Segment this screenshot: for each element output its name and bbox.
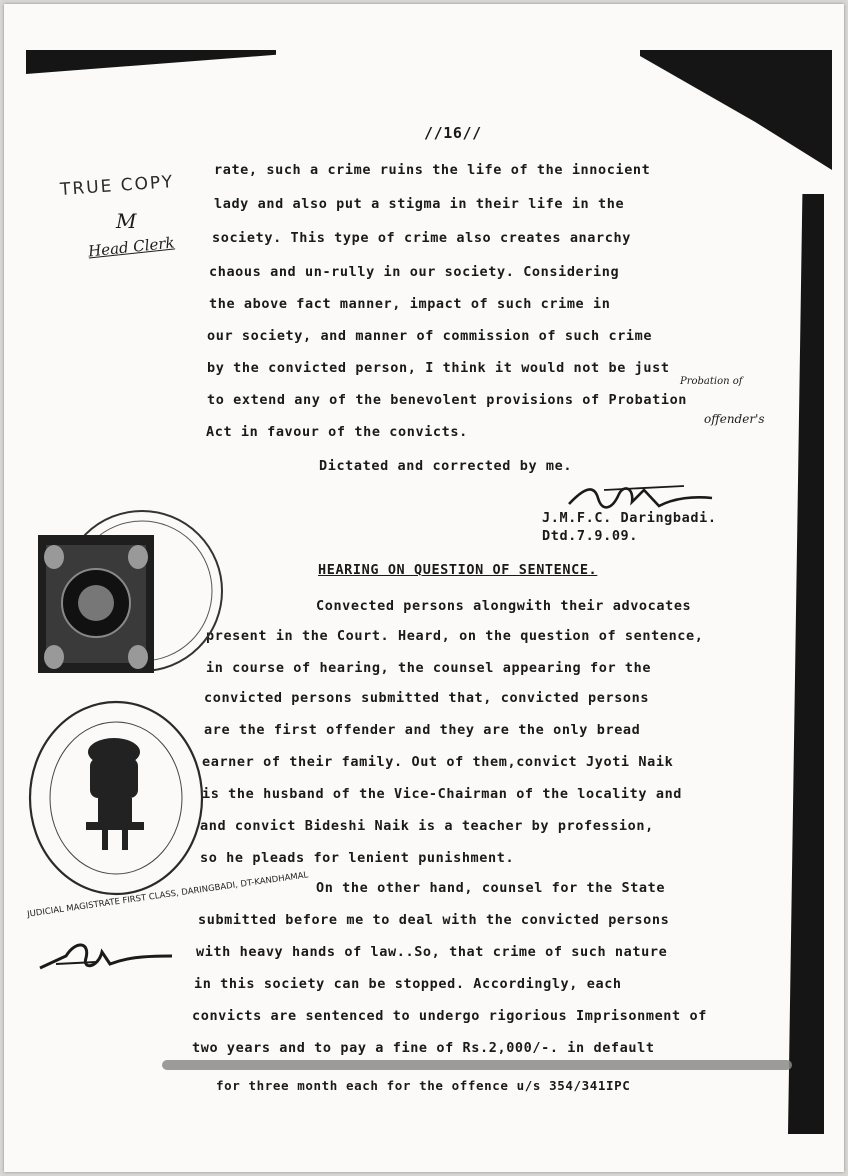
redaction-smudge: [162, 1060, 792, 1070]
para3-line-6: two years and to pay a fine of Rs.2,000/-. in default: [192, 1040, 655, 1056]
body-line-5: the above fact manner, impact of such crime in: [209, 296, 611, 312]
signature-date-line: Dtd.7.9.09.: [542, 528, 639, 544]
body-line-2: lady and also put a stigma in their life in the: [214, 196, 625, 212]
document-page: [4, 4, 844, 1172]
para2-line-9: so he pleads for lenient punishment.: [200, 850, 515, 866]
para3-line-7: for three month each for the offence u/s 354/341IPC: [216, 1078, 631, 1093]
true-copy-stamp: TRUE COPY: [59, 172, 175, 200]
para2-line-4: convicted persons submitted that, convicted persons: [204, 690, 650, 706]
copy-shadow-right-edge: [788, 194, 824, 1134]
handwritten-insert-2: offender's: [704, 412, 765, 426]
margin-initials: M: [116, 209, 137, 233]
body-line-8: to extend any of the benevolent provisions of Probation: [207, 392, 688, 408]
para3-line-1: On the other hand, counsel for the State: [316, 880, 666, 896]
para2-line-2: present in the Court. Heard, on the question of sentence,: [206, 628, 704, 644]
court-fee-stamp-icon: [32, 499, 232, 684]
para3-line-3: with heavy hands of law..So, that crime of such nature: [196, 944, 668, 960]
para2-line-5: are the first offender and they are the only bread: [204, 722, 641, 738]
para2-line-8: and convict Bideshi Naik is a teacher by profession,: [200, 818, 654, 834]
para2-line-3: in course of hearing, the counsel appearing for the: [206, 660, 652, 676]
page-number: //16//: [424, 124, 482, 142]
handwritten-insert-1: Probation of: [680, 376, 743, 387]
signature-name-line: J.M.F.C. Daringbadi.: [542, 510, 717, 526]
para2-line-1: Convected persons alongwith their advocates: [316, 598, 692, 614]
court-seal-icon: [18, 694, 214, 904]
body-line-7: by the convicted person, I think it would not be just: [207, 360, 670, 376]
judge-signature-icon: [564, 480, 714, 514]
para3-line-5: convicts are sentenced to undergo rigorious Imprisonment of: [192, 1008, 707, 1024]
court-seal-ring-text: JUDICIAL MAGISTRATE FIRST CLASS, DARINGBADI, DT-KANDHAMAL: [26, 870, 309, 920]
para2-line-6: earner of their family. Out of them,convict Jyoti Naik: [202, 754, 674, 770]
copy-shadow-top-right: [640, 50, 832, 170]
para3-line-4: in this society can be stopped. Accordingly, each: [194, 976, 622, 992]
dictated-line: Dictated and corrected by me.: [319, 458, 573, 474]
copy-shadow-top-left: [26, 50, 276, 74]
body-line-4: chaous and un-rully in our society. Considering: [209, 264, 620, 280]
body-line-6: our society, and manner of commission of such crime: [207, 328, 653, 344]
margin-signature-icon: [36, 934, 176, 980]
body-line-1: rate, such a crime ruins the life of the innocient: [214, 162, 651, 178]
body-line-3: society. This type of crime also creates anarchy: [212, 230, 631, 246]
head-clerk-signature: Head Clerk: [87, 233, 176, 261]
body-line-9: Act in favour of the convicts.: [206, 424, 468, 440]
para2-line-7: is the husband of the Vice-Chairman of the locality and: [202, 786, 683, 802]
section-heading: HEARING ON QUESTION OF SENTENCE.: [318, 562, 598, 578]
para3-line-2: submitted before me to deal with the convicted persons: [198, 912, 670, 928]
